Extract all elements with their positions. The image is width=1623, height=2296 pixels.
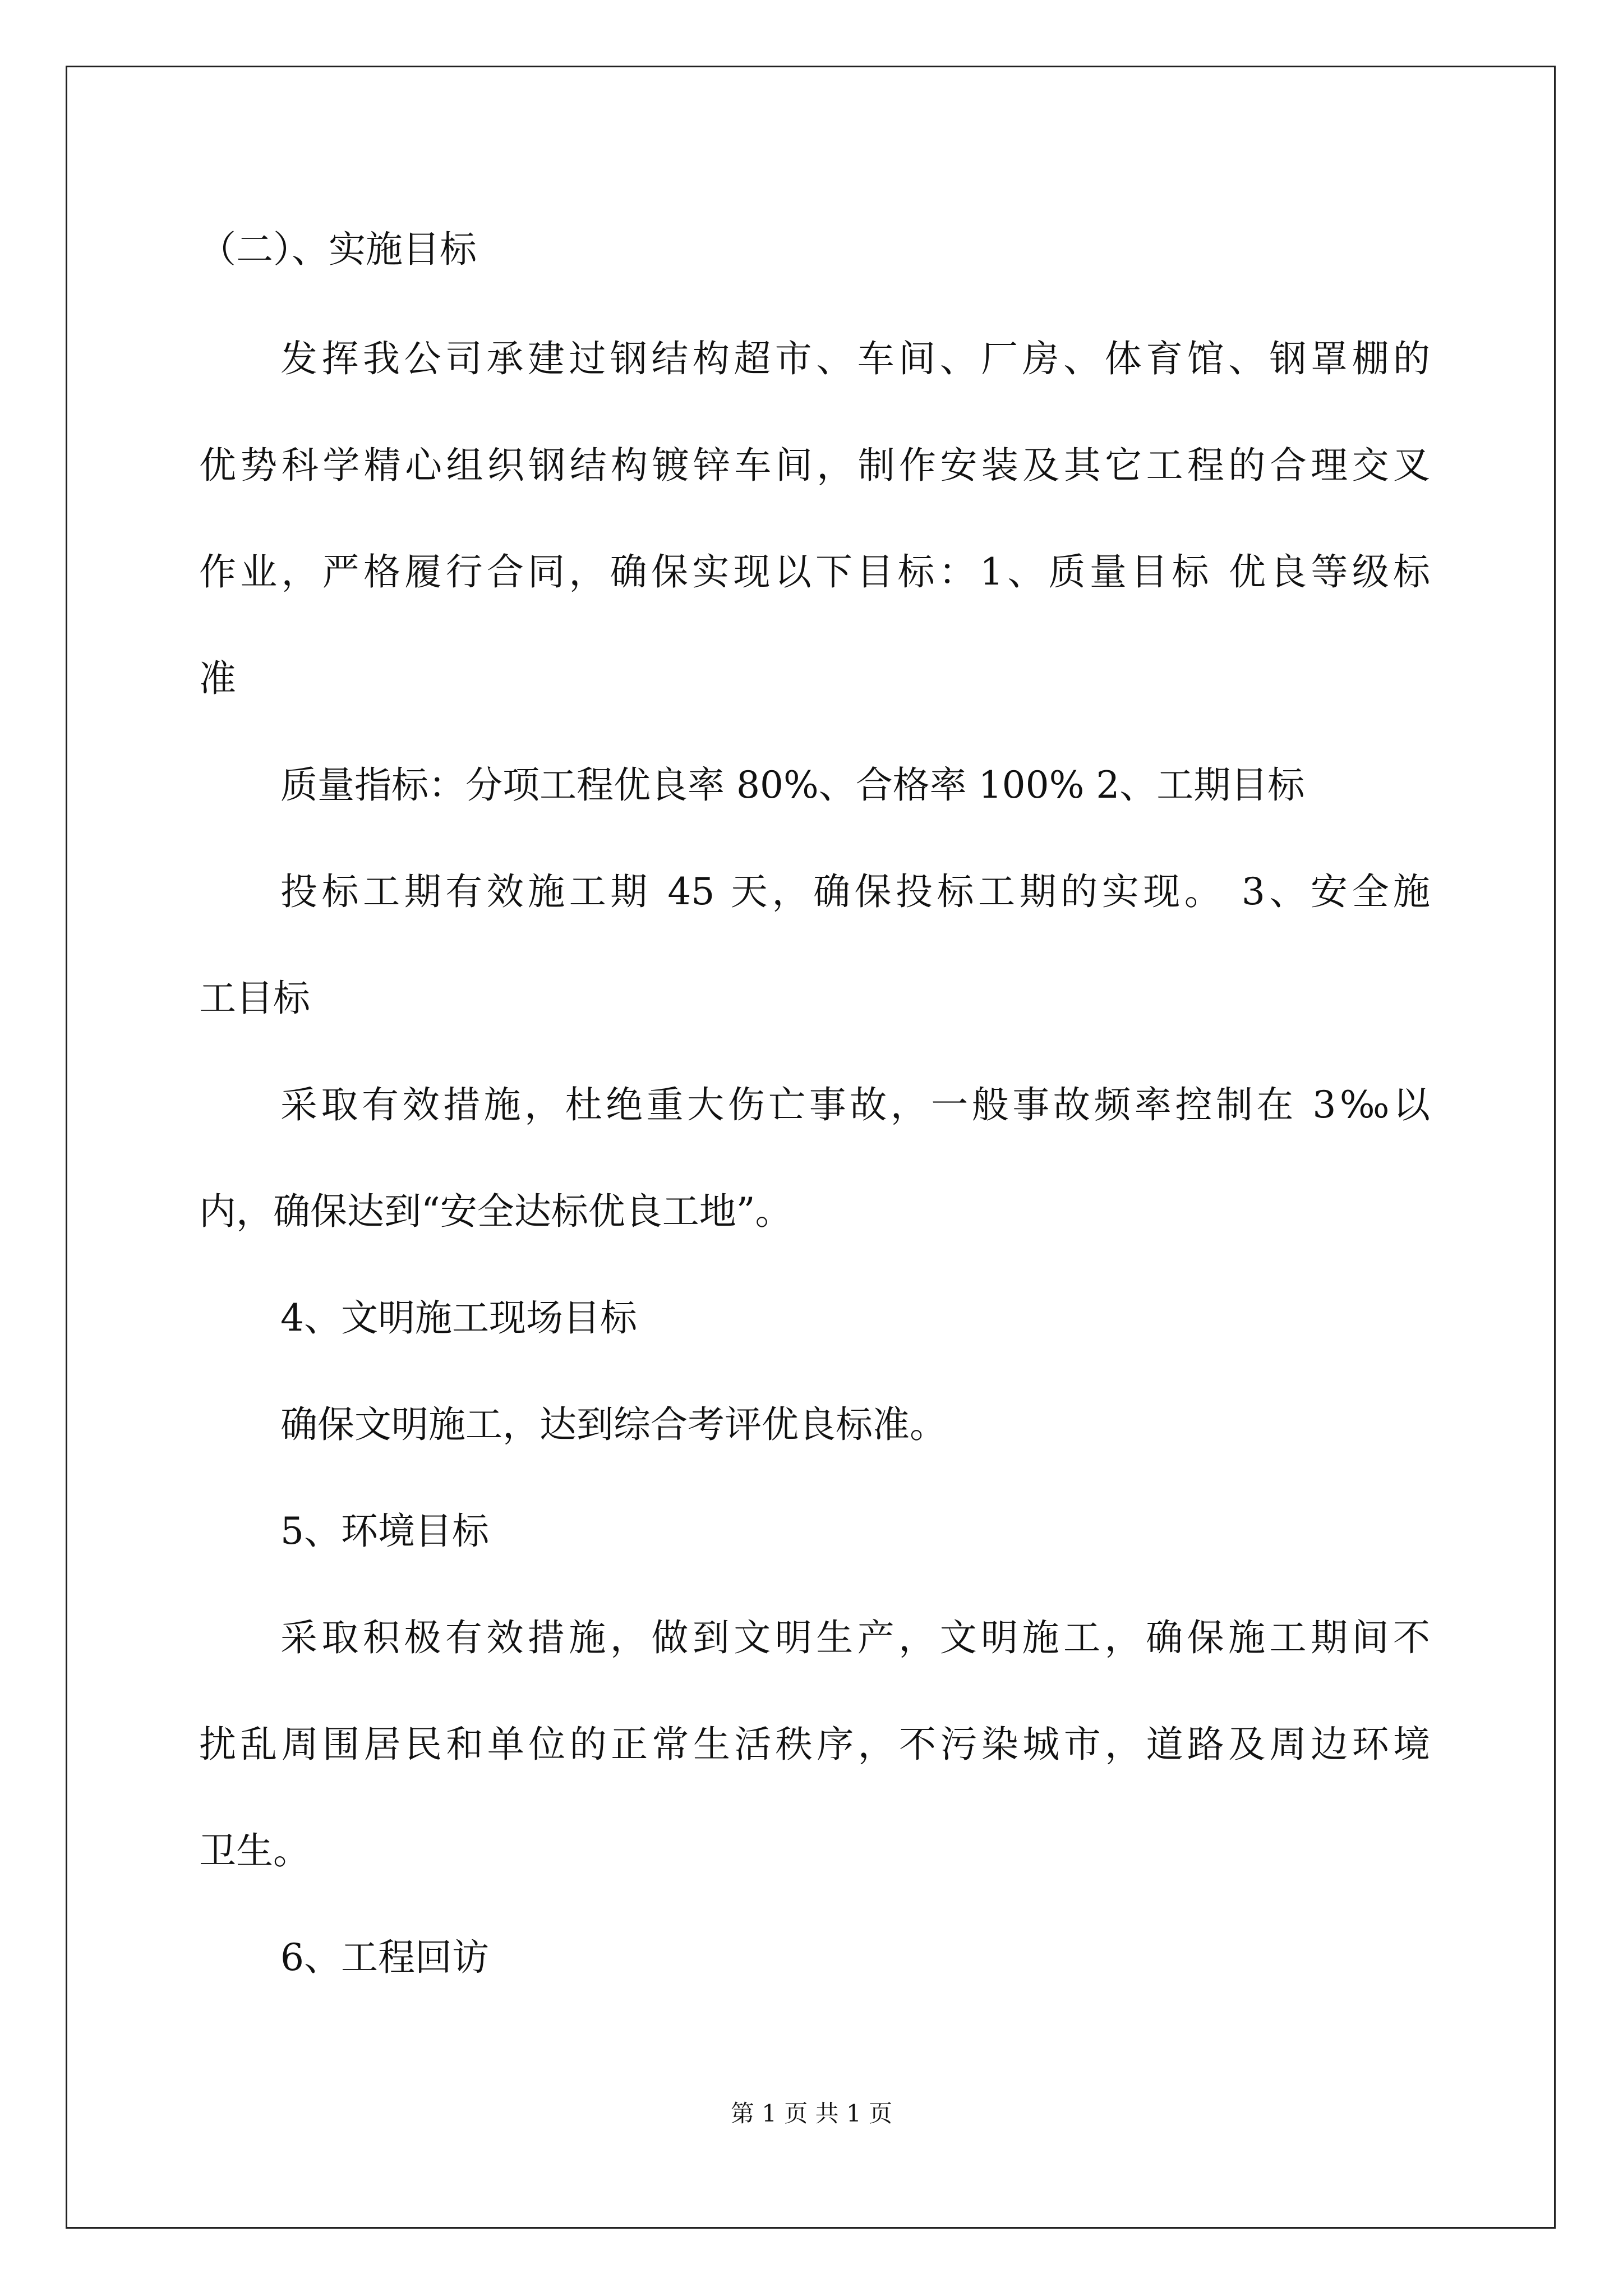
body-line: 投标工期有效施工期 45 天，确保投标工期的实现。 3、安全施	[280, 870, 1430, 913]
body-line: 优势科学精心组织钢结构镀锌车间，制作安装及其它工程的合理交叉	[199, 444, 1430, 487]
body-line: 扰乱周围居民和单位的正常生活秩序，不污染城市，道路及周边环境	[199, 1723, 1430, 1766]
body-line: 采取积极有效措施，做到文明生产，文明施工，确保施工期间不	[280, 1616, 1430, 1659]
subheading: 5、环境目标	[280, 1510, 489, 1553]
body-line: 确保文明施工，达到综合考评优良标准。	[280, 1403, 947, 1446]
body-line: 作业，严格履行合同，确保实现以下目标：1、质量目标 优良等级标	[199, 550, 1430, 593]
body-line: 准	[199, 657, 236, 700]
subheading: 4、文明施工现场目标	[280, 1296, 637, 1340]
body-line: 采取有效措施，杜绝重大伤亡事故，一般事故频率控制在 3‰以	[280, 1083, 1430, 1126]
body-line: 内，确保达到“安全达标优良工地”。	[199, 1190, 792, 1233]
body-line: 工目标	[199, 977, 310, 1020]
page-border	[66, 66, 1556, 2229]
subheading: 6、工程回访	[280, 1936, 489, 1979]
body-line: 质量指标：分项工程优良率 80%、合格率 100% 2、工期目标	[280, 763, 1305, 807]
body-line: 发挥我公司承建过钢结构超市、车间、厂房、体育馆、钢罩棚的	[280, 337, 1430, 380]
body-line: 卫生。	[199, 1829, 310, 1872]
section-heading: （二）、实施目标	[199, 228, 477, 271]
page-footer: 第 1 页 共 1 页	[730, 2100, 893, 2127]
